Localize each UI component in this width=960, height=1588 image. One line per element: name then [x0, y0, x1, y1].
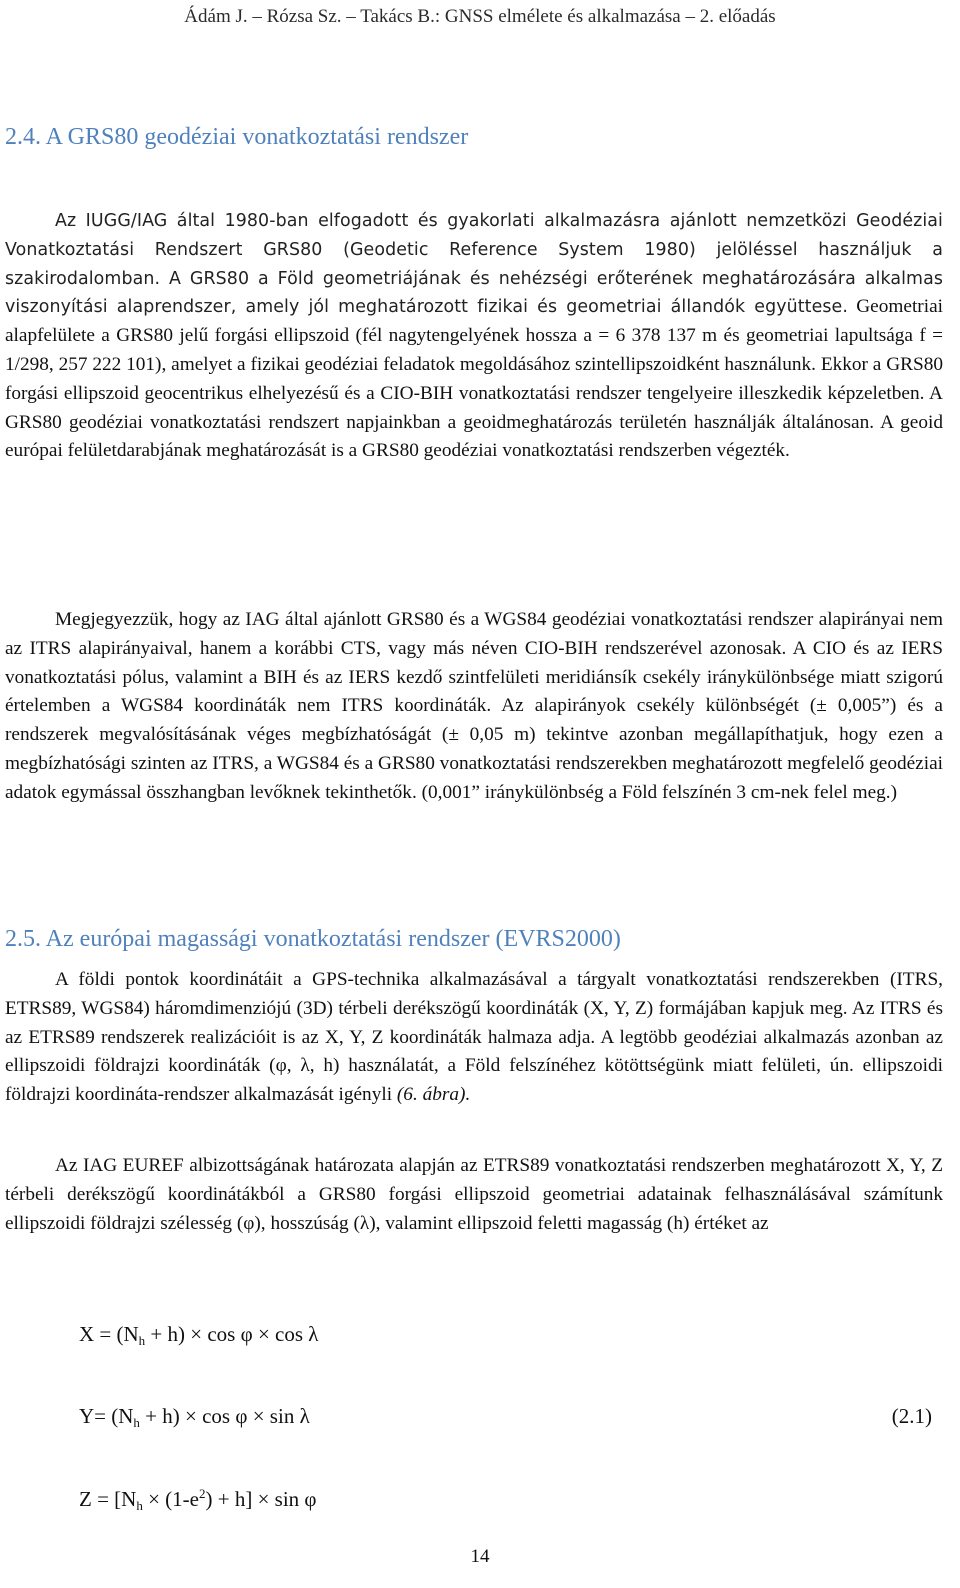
equation-x-part: X = (N	[79, 1322, 139, 1346]
equation-y	[79, 1404, 310, 1431]
paragraph-text: Megjegyezzük, hogy az IAG által ajánlott GRS80 és a WGS84 geodéziai vonatkoztatási rendszer alapirányai nem az ITRS alapirányaival, hanem a korábbi CTS, vagy más néven CIO-BIH rendszerével azonosak. A CIO és az IERS vonatkoztatási pólus, valamint a BIH és az IERS kezdő szintfelületi meridiánsík csekély iránykülönbsége miatt szigorú értelemben a WGS84 koordináták nem ITRS koordináták. Az alapirányok csekély különbségét (± 0,005”) és a rendszerek megvalósításának véges megbízhatóságát (± 0,05 m) tekintve azonban megállapíthatjuk, hogy ezen a megbízhatósági szinten az ITRS, a WGS84 és a GRS80 vonatkoztatási rendszerekben meghatározott megfelelő geodéziai adatok egymással összhangban levőknek tekinthetők. (0,001” iránykülönbség a Föld felszínén 3 cm-nek felel meg.)	[5, 609, 943, 803]
equation-x-subscript: h	[138, 1333, 146, 1348]
paragraph-sans-part: Az IUGG/IAG által 1980-ban elfogadott és gyakorlati alkalmazásra ajánlott nemzetközi Geodéziai Vonatkoztatási Rendszert GRS80 (Geodetic Reference System 1980) jelöléssel használjuk a szakirodalomban. A GRS80 a Föld geometriájának és nehézségi erőterének meghatározására alkalmas viszonyítási alaprendszer, amely jól meghatározott fizikai és geometriai állandók együttese.	[5, 211, 943, 318]
paragraph-grs80-note	[5, 606, 943, 808]
paragraph-text: A földi pontok koordinátáit a GPS-technika alkalmazásával a tárgyalt vonatkoztatási rendszerekben (ITRS, ETRS89, WGS84) háromdimenziójú (3D) térbeli derékszögű koordináták (X, Y, Z) formájában kapjuk meg. Az ITRS és az ETRS89 rendszerek realizációit is az X, Y, Z koordináták halmaza adja. A legtöbb geodéziai alkalmazás azonban az ellipszoidi földrajzi koordináták (φ, λ, h) használatát, a Föld felszínéhez kötöttségünk miatt felületi, ún. ellipszoidi földrajzi koordináta-rendszer alkalmazását igényli	[5, 969, 943, 1106]
paragraph-coordinates	[5, 966, 943, 1110]
equation-z-subscript: h	[136, 1498, 143, 1513]
paragraph-grs80-intro	[5, 207, 943, 466]
equation-y-part: Y= (N	[79, 1404, 134, 1428]
figure-reference: (6. ábra).	[396, 1084, 471, 1106]
equation-x-part: + h) × cos φ × cos λ	[145, 1322, 319, 1346]
equation-z-superscript: 2	[199, 1486, 206, 1501]
page-header: Ádám J. – Rózsa Sz. – Takács B.: GNSS elmélete és alkalmazása – 2. előadás	[184, 6, 776, 27]
equation-z-part: × (1-e	[142, 1487, 199, 1511]
equation-z	[79, 1486, 317, 1514]
section-heading-2-5: 2.5. Az európai magassági vonatkoztatási rendszer (EVRS2000)	[5, 926, 621, 952]
equation-number: (2.1)	[891, 1404, 932, 1428]
equation-x	[79, 1322, 318, 1349]
paragraph-text: Az IAG EUREF albizottságának határozata alapján az ETRS89 vonatkoztatási rendszerben meghatározott X, Y, Z térbeli derékszögű koordinátákból a GRS80 forgási ellipszoid geometriai adatainak felhasználásával számítunk ellipszoidi földrajzi szélesség (φ), hosszúság (λ), valamint ellipszoid feletti magasság (h) értéket az	[5, 1155, 943, 1234]
equation-z-part: ) + h] × sin φ	[205, 1487, 317, 1511]
equation-z-part: Z = [N	[79, 1487, 137, 1511]
section-heading-2-4: 2.4. A GRS80 geodéziai vonatkoztatási rendszer	[5, 124, 469, 150]
paragraph-serif-part: Geometriai alapfelülete a GRS80 jelű forgási ellipszoid (fél nagytengelyének hossza a = 6 378 137 m és geometriai lapultsága f = 1/298, 257 222 101), amelyet a fizikai geodéziai feladatok megoldásához szintellipszoidként használunk. Ekkor a GRS80 forgási ellipszoid geocentrikus elhelyezésű és a CIO-BIH vonatkoztatási rendszer tengelyeire illeszkedik képzeletben. A GRS80 geodéziai vonatkoztatási rendszert napjainkban a geoidmeghatározás területén használják általánosan. A geoid európai felületdarabjának meghatározását is a GRS80 geodéziai vonatkoztatási rendszerben végezték.	[5, 296, 943, 462]
paragraph-euref	[5, 1152, 943, 1238]
page-number: 14	[470, 1546, 490, 1567]
equation-y-part: + h) × cos φ × sin λ	[139, 1404, 310, 1428]
equation-y-subscript: h	[133, 1415, 140, 1430]
